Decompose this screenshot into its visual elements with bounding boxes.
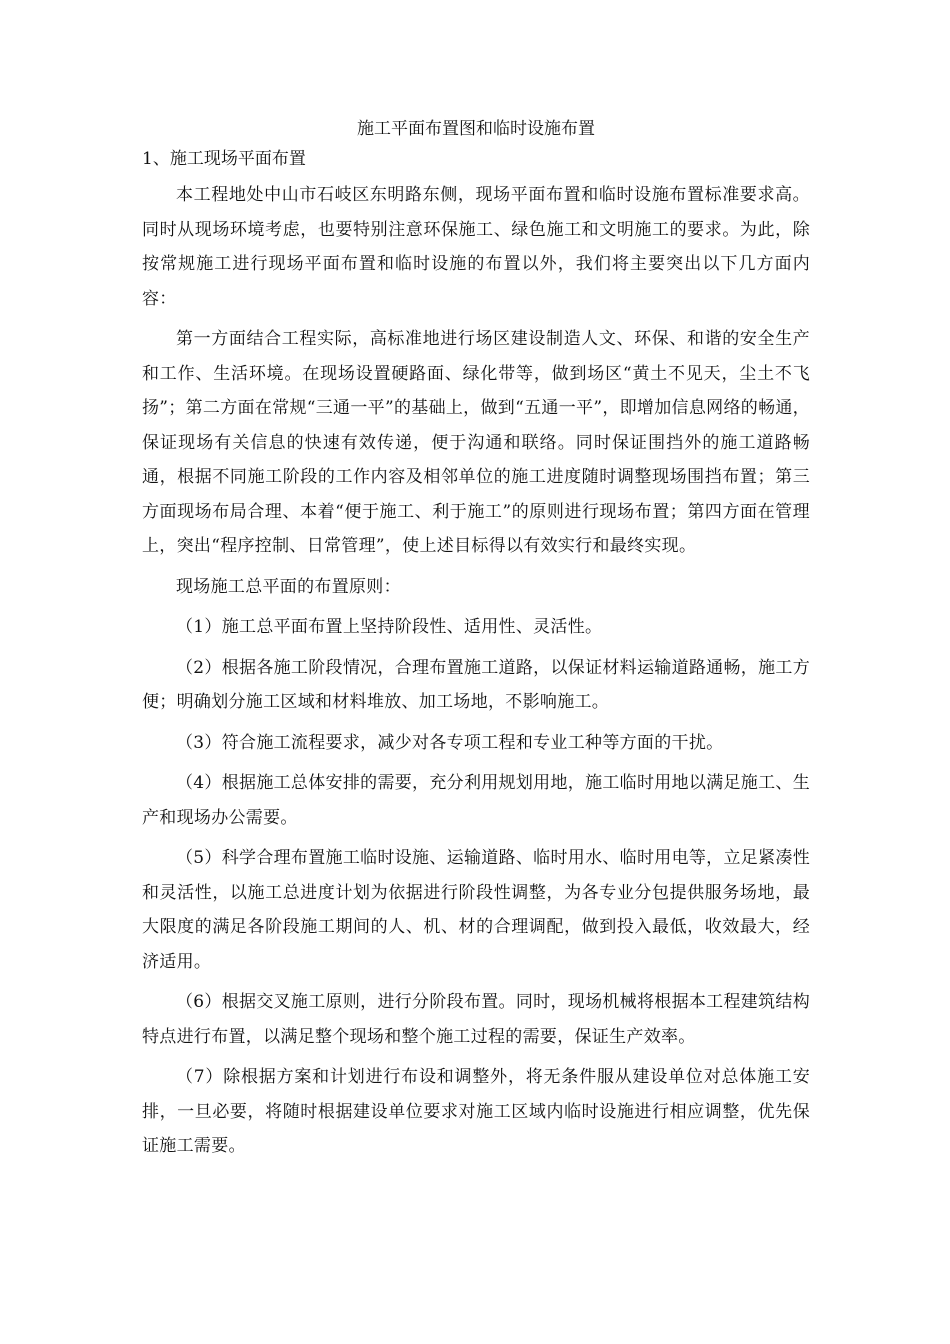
principle-item-7: （7）除根据方案和计划进行布设和调整外，将无条件服从建设单位对总体施工安排，一旦必要，将随时根据建设单位要求对施工区域内临时设施进行相应调整，优先保证施工需要。: [142, 1067, 810, 1156]
principle-item-6: （6）根据交叉施工原则，进行分阶段布置。同时，现场机械将根据本工程建筑结构特点进行布置，以满足整个现场和整个施工过程的需要，保证生产效率。: [142, 992, 810, 1047]
principle-item-3: （3）符合施工流程要求，减少对各专项工程和专业工种等方面的干扰。: [176, 732, 724, 753]
document-body: [142, 114, 810, 1164]
document-title: 施工平面布置图和临时设施布置: [357, 119, 595, 139]
paragraph-principles-heading: 现场施工总平面的布置原则：: [176, 576, 401, 597]
section-heading: 1、施工现场平面布置: [142, 149, 306, 169]
principle-item-1: （1）施工总平面布置上坚持阶段性、适用性、灵活性。: [176, 617, 603, 637]
paragraph-intro: 本工程地处中山市石岐区东明路东侧，现场平面布置和临时设施布置标准要求高。同时从现场环境考虑，也要特别注意环保施工、绿色施工和文明施工的要求。为此，除按常规施工进行现场平面布置和临时设施的布置以外，我们将主要突出以下几方面内容：: [142, 185, 810, 309]
principle-item-2: （2）根据各施工阶段情况，合理布置施工道路，以保证材料运输道路通畅，施工方便；明确划分施工区域和材料堆放、加工场地，不影响施工。: [142, 657, 810, 712]
principle-item-5: （5）科学合理布置施工临时设施、运输道路、临时用水、临时用电等，立足紧凑性和灵活性，以施工总进度计划为依据进行阶段性调整，为各专业分包提供服务场地，最大限度的满足各阶段施工期间的人、机、材的合理调配，做到投入最低，收效最大，经济适用。: [142, 848, 810, 972]
paragraph-aspects: 第一方面结合工程实际，高标准地进行场区建设制造人文、环保、和谐的安全生产和工作、生活环境。在现场设置硬路面、绿化带等，做到场区“黄土不见天，尘土不飞扬”；第二方面在常规“三通一平”的基础上，做到“五通一平”，即增加信息网络的畅通，保证现场有关信息的快速有效传递，便于沟通和联络。同时保证围挡外的施工道路畅通，根据不同施工阶段的工作内容及相邻单位的施工进度随时调整现场围挡布置；第三方面现场布局合理、本着“便于施工、利于施工”的原则进行现场布置；第四方面在管理上，突出“程序控制、日常管理”，使上述目标得以有效实行和最终实现。: [142, 329, 810, 556]
principle-item-4: （4）根据施工总体安排的需要，充分利用规划用地，施工临时用地以满足施工、生产和现场办公需要。: [142, 773, 810, 828]
